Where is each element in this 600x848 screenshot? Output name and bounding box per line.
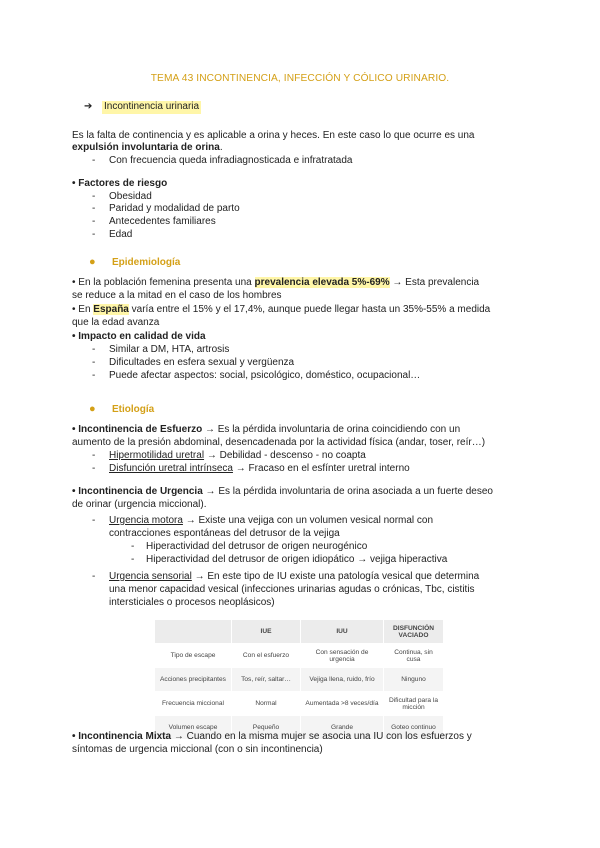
dash-marker: -	[92, 203, 96, 214]
table-cell: Acciones precipitantes	[155, 668, 232, 692]
arrow-icon: ➔	[84, 101, 93, 112]
dash-marker: -	[92, 216, 96, 227]
risk-heading: • Factores de riesgo	[72, 178, 168, 189]
section-heading-epidemiologia: Epidemiología	[112, 257, 181, 268]
table-cell: Goteo continuo	[384, 716, 444, 740]
list-item: Obesidad	[109, 191, 152, 202]
table-cell: Tos, reír, saltar…	[232, 668, 301, 692]
dash-marker: -	[92, 191, 96, 202]
urgencia-line2: de orinar (urgencia miccional).	[72, 499, 207, 510]
list-item: Con frecuencia queda infradiagnosticada e infratratada	[109, 155, 353, 166]
dash-marker: -	[92, 463, 96, 474]
mixta-line1: • Incontinencia Mixta → Cuando en la misma mujer se asocia una IU con los esfuerzos y	[72, 731, 472, 742]
table-cell: Ninguno	[384, 668, 444, 692]
table-header-cell: IUE	[232, 620, 301, 644]
dash-marker: -	[92, 370, 96, 381]
esfuerzo-sub1: Hipermotilidad uretral → Debilidad - descenso - no coapta	[109, 450, 366, 461]
table-row	[155, 668, 444, 692]
paragraph-definition-line1: Es la falta de continencia y es aplicable a orina y heces. En este caso lo que ocurre es una	[72, 130, 475, 141]
urgencia-line1: • Incontinencia de Urgencia → Es la pérdida involuntaria de orina asociada a un fuerte deseo	[72, 486, 493, 497]
urgencia-sensorial-line3: intersticiales o procesos neoplásicos)	[109, 597, 275, 608]
dash-marker: -	[92, 450, 96, 461]
mixta-line2: síntomas de urgencia miccional (con o sin incontinencia)	[72, 744, 323, 755]
dash-marker: -	[92, 571, 96, 582]
epi-line2: se reduce a la mitad en el caso de los hombres	[72, 290, 282, 301]
table-cell: Continua, sin cusa	[384, 644, 444, 668]
dash-marker: -	[92, 344, 96, 355]
paragraph-definition-line2: expulsión involuntaria de orina.	[72, 142, 223, 153]
iu-comparison-table	[154, 619, 444, 740]
urgencia-sensorial-line2: una menor capacidad vesical (infecciones urinarias agudas o crónicas, Tbc, cistitis	[109, 584, 475, 595]
urgencia-motora-line2: contracciones espontáneas del detrusor de la vejiga	[109, 528, 340, 539]
section-heading-etiologia: Etiología	[112, 404, 155, 415]
table-cell: Pequeño	[232, 716, 301, 740]
esfuerzo-line2: aumento de la presión abdominal, desencadenada por la actividad física (andar, toser, reír…)	[72, 437, 486, 448]
dash-marker: -	[92, 357, 96, 368]
table-cell: Dificultad para la micción	[384, 692, 444, 716]
epi-line1: • En la población femenina presenta una prevalencia elevada 5%-69% → Esta prevalencia	[72, 277, 480, 288]
table-header-row	[155, 620, 444, 644]
section-heading-incontinencia: Incontinencia urinaria	[104, 101, 200, 112]
list-item: Edad	[109, 229, 133, 240]
table-cell: Frecuencia miccional	[155, 692, 232, 716]
dash-marker: -	[92, 515, 96, 526]
table-cell: Con el esfuerzo	[232, 644, 301, 668]
table-header-cell: IUU	[301, 620, 384, 644]
list-item: Similar a DM, HTA, artrosis	[109, 344, 230, 355]
table-row	[155, 644, 444, 668]
epi-line4: que la edad avanza	[72, 317, 160, 328]
table-cell: Normal	[232, 692, 301, 716]
document-title: TEMA 43 INCONTINENCIA, INFECCIÓN Y CÓLICO URINARIO.	[150, 73, 450, 84]
esfuerzo-sub2: Disfunción uretral intrínseca → Fracaso en el esfínter uretral interno	[109, 463, 410, 474]
table-row	[155, 692, 444, 716]
table-cell: Tipo de escape	[155, 644, 232, 668]
bullet-dot-icon: ●	[89, 403, 96, 415]
list-item: Paridad y modalidad de parto	[109, 203, 240, 214]
table-header-cell: DISFUNCIÓN VACIADO	[384, 620, 444, 644]
urgencia-motora-line1: Urgencia motora → Existe una vejiga con un volumen vesical normal con	[109, 515, 434, 526]
list-item: Hiperactividad del detrusor de origen idiopático → vejiga hiperactiva	[146, 554, 448, 565]
list-item: Dificultades en esfera sexual y vergüenza	[109, 357, 295, 368]
table-cell: Con sensación de urgencia	[301, 644, 384, 668]
table-cell: Grande	[301, 716, 384, 740]
bullet-dot-icon: ●	[89, 256, 96, 268]
table-header-cell	[155, 620, 232, 644]
epi-line3: • En España varía entre el 15% y el 17,4%, aunque puede llegar hasta un 35%-55% a medida	[72, 304, 491, 315]
table-cell: Vejiga llena, ruido, frío	[301, 668, 384, 692]
urgencia-sensorial-line1: Urgencia sensorial → En este tipo de IU existe una patología vesical que determina	[109, 571, 480, 582]
section-arrow	[84, 101, 92, 114]
table-cell: Aumentada >8 veces/día	[301, 692, 384, 716]
table-cell: Volumen escape	[155, 716, 232, 740]
list-item: Puede afectar aspectos: social, psicológico, doméstico, ocupacional…	[109, 370, 421, 381]
dash-marker: -	[92, 155, 96, 166]
esfuerzo-line1: • Incontinencia de Esfuerzo → Es la pérdida involuntaria de orina coincidiendo con un	[72, 424, 461, 435]
dash-marker: -	[131, 554, 135, 565]
dash-marker: -	[92, 229, 96, 240]
list-item: Antecedentes familiares	[109, 216, 216, 227]
impact-heading: • Impacto en calidad de vida	[72, 331, 206, 342]
dash-marker: -	[131, 541, 135, 552]
list-item: Hiperactividad del detrusor de origen neurogénico	[146, 541, 368, 552]
